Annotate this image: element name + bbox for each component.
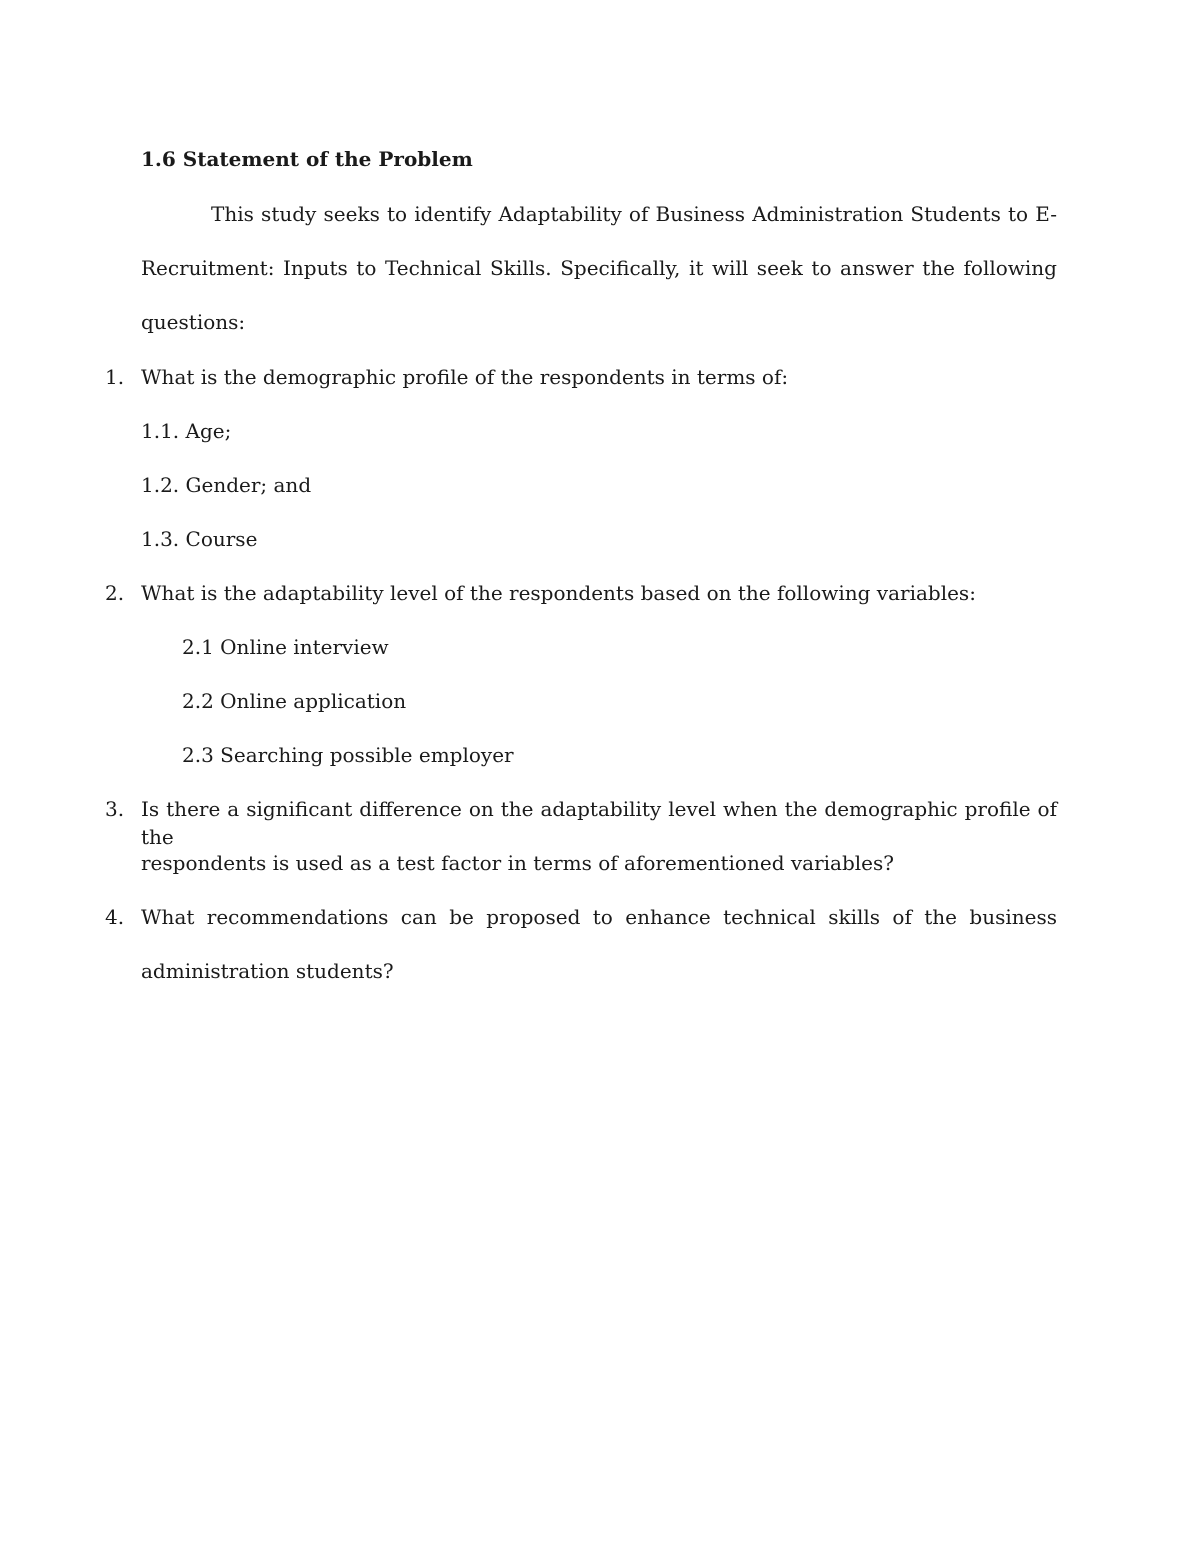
sub-item: 1.2. Gender; and (141, 473, 312, 497)
intro-line-1: This study seeks to identify Adaptability of Business Administration Students to E- (211, 202, 1057, 226)
question-text: What is the demographic profile of the respondents in terms of: (141, 365, 789, 389)
sub-item: 2.3 Searching possible employer (182, 743, 514, 767)
sub-item: 2.2 Online application (182, 689, 407, 713)
question-text-line-1: What recommendations can be proposed to enhance technical skills of the business (141, 905, 1057, 929)
sub-item: 1.1. Age; (141, 419, 232, 443)
question-text-line-2: respondents is used as a test factor in terms of aforementioned variables? (141, 851, 894, 875)
question-text-line-2: administration students? (141, 959, 394, 983)
question-number: 3. (105, 797, 125, 821)
intro-line-2: Recruitment: Inputs to Technical Skills. Specifically, it will seek to answer the following (141, 256, 1057, 280)
question-number: 1. (105, 365, 125, 389)
question-number: 4. (105, 905, 125, 929)
intro-line-3: questions: (141, 310, 246, 334)
question-text-line-1: Is there a significant difference on the adaptability level when the demographic profile of the (141, 797, 1057, 849)
sub-item: 1.3. Course (141, 527, 258, 551)
question-number: 2. (105, 581, 125, 605)
section-heading: 1.6 Statement of the Problem (141, 147, 473, 171)
question-text: What is the adaptability level of the respondents based on the following variables: (141, 581, 976, 605)
sub-item: 2.1 Online interview (182, 635, 389, 659)
